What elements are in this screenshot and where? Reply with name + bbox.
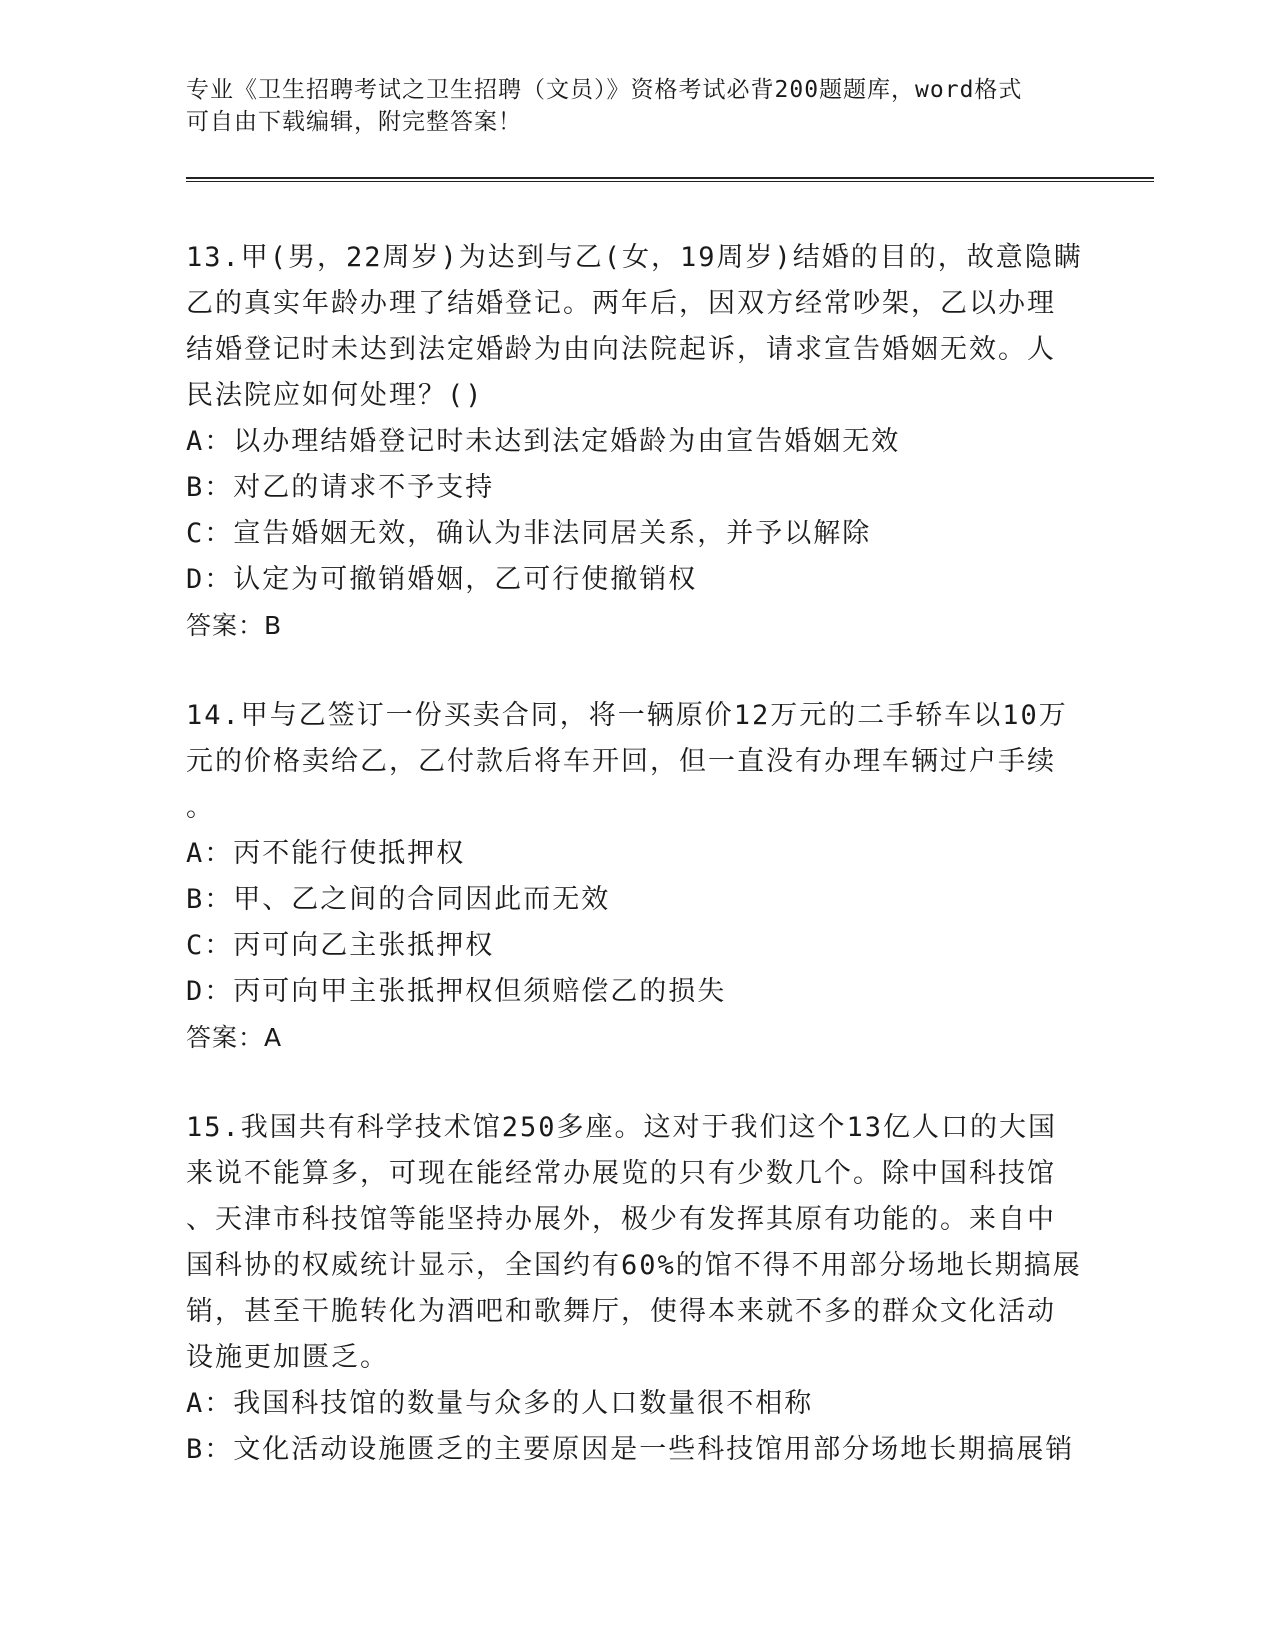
question-15-option-a: A：我国科技馆的数量与众多的人口数量很不相称 <box>186 1388 814 1419</box>
question-15-stem-line: 销，甚至干脆转化为酒吧和歌舞厅，使得本来就不多的群众文化活动 <box>186 1296 1056 1327</box>
question-15-stem-line: 国科协的权威统计显示，全国约有60%的馆不得不用部分场地长期搞展 <box>186 1250 1082 1281</box>
question-13-option-a: A：以办理结婚登记时未达到法定婚龄为由宣告婚姻无效 <box>186 426 901 457</box>
question-15-stem-line: 15.我国共有科学技术馆250多座。这对于我们这个13亿人口的大国 <box>186 1112 1058 1143</box>
question-14 <box>186 693 1086 1061</box>
header-title-line-2: 可自由下载编辑，附完整答案！ <box>186 109 522 135</box>
question-14-stem-line: 14.甲与乙签订一份买卖合同，将一辆原价12万元的二手轿车以10万 <box>186 700 1068 731</box>
question-13-stem-line: 乙的真实年龄办理了结婚登记。两年后，因双方经常吵架，乙以办理 <box>186 288 1056 319</box>
question-13-option-b: B：对乙的请求不予支持 <box>186 472 495 503</box>
question-15-stem-line: 、天津市科技馆等能坚持办展外，极少有发挥其原有功能的。来自中 <box>186 1204 1056 1235</box>
question-14-option-b: B：甲、乙之间的合同因此而无效 <box>186 884 611 915</box>
question-14-option-c: C：丙可向乙主张抵押权 <box>186 930 495 961</box>
question-15 <box>186 1105 1086 1473</box>
question-14-stem-line: 。 <box>186 792 215 823</box>
question-13-stem-line: 民法院应如何处理？() <box>186 380 484 411</box>
question-13-stem-line: 13.甲(男，22周岁)为达到与乙(女，19周岁)结婚的目的，故意隐瞒 <box>186 242 1083 273</box>
question-spacer <box>186 649 1086 693</box>
question-13-answer: 答案：B <box>186 611 283 640</box>
question-14-option-a: A：丙不能行使抵押权 <box>186 838 466 869</box>
question-15-option-b: B：文化活动设施匮乏的主要原因是一些科技馆用部分场地长期搞展销 <box>186 1434 1075 1465</box>
question-13-option-d: D：认定为可撤销婚姻，乙可行使撤销权 <box>186 564 698 595</box>
header-divider <box>186 177 1154 182</box>
document-header <box>186 74 1066 138</box>
question-14-option-d: D：丙可向甲主张抵押权但须赔偿乙的损失 <box>186 976 727 1007</box>
question-15-stem-line: 来说不能算多，可现在能经常办展览的只有少数几个。除中国科技馆 <box>186 1158 1056 1189</box>
question-13 <box>186 235 1086 649</box>
question-13-option-c: C：宣告婚姻无效，确认为非法同居关系，并予以解除 <box>186 518 872 549</box>
question-14-answer: 答案：A <box>186 1023 283 1052</box>
question-spacer <box>186 1061 1086 1105</box>
header-title-line-1: 专业《卫生招聘考试之卫生招聘（文员）》资格考试必背200题题库，word格式 <box>186 77 1023 103</box>
question-14-stem-line: 元的价格卖给乙，乙付款后将车开回，但一直没有办理车辆过户手续 <box>186 746 1056 777</box>
question-15-stem-line: 设施更加匮乏。 <box>186 1342 389 1373</box>
question-list <box>186 235 1086 1473</box>
question-13-stem-line: 结婚登记时未达到法定婚龄为由向法院起诉，请求宣告婚姻无效。人 <box>186 334 1056 365</box>
